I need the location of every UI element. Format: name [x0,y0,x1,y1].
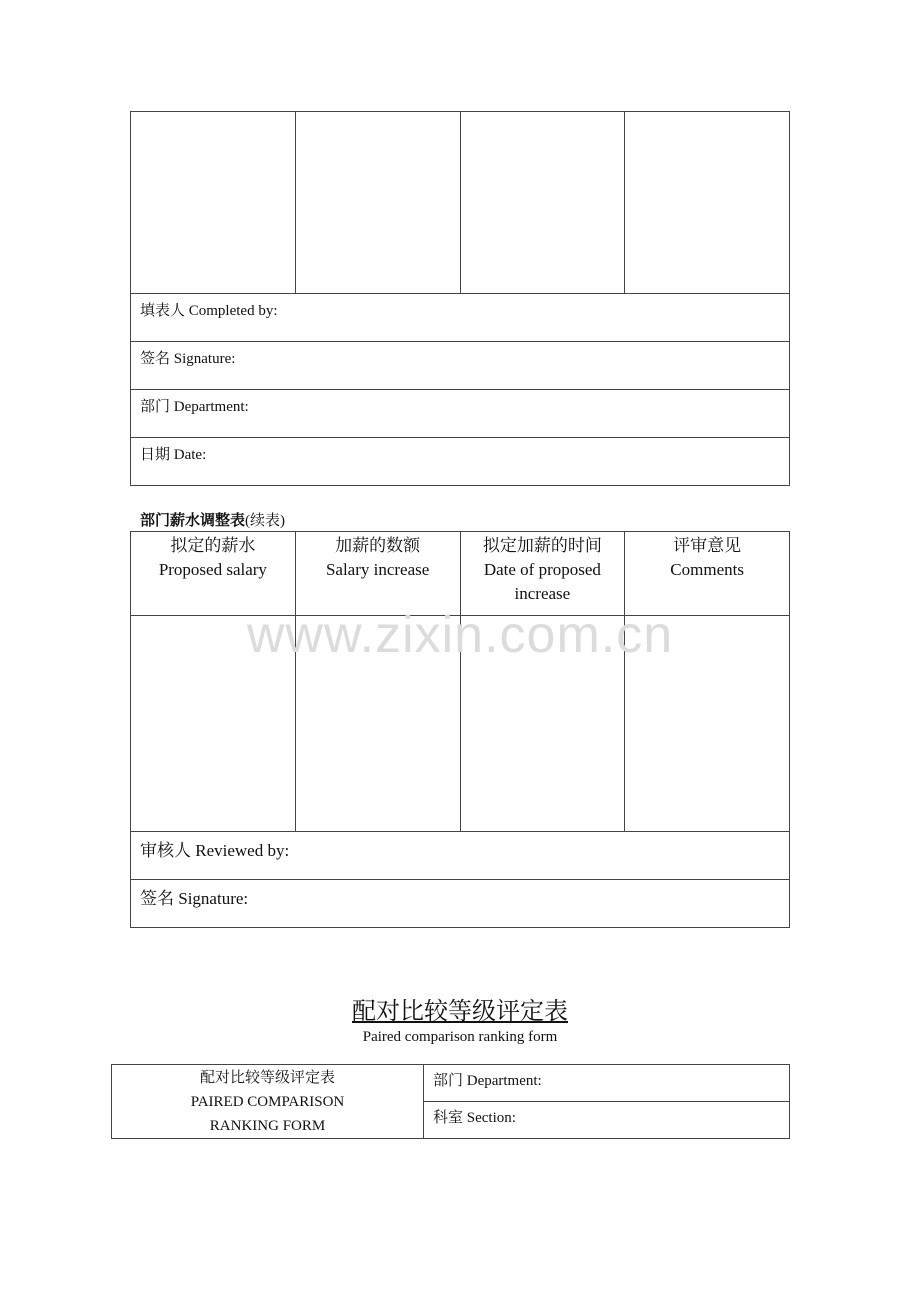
header-en: Comments [670,560,744,579]
ranking-form-title: 配对比较等级评定表 [352,997,568,1025]
form-name-en-line1: PAIRED COMPARISON [190,1094,345,1110]
header-en: Date of proposed increase [483,560,601,603]
completed-by-field: 填表人 Completed by: [131,294,790,342]
ranking-form-header-table [111,1064,790,1139]
department-field: 部门 Department: [131,390,790,438]
date-field: 日期 Date: [131,438,790,486]
reviewed-by-field: 审核人 Reviewed by: [131,832,790,880]
continuation-title-paren: (续表) [245,513,286,529]
form-name-cn: 配对比较等级评定表 [199,1070,335,1086]
watermark: www.zixin.com.cn [246,606,674,664]
section-field: 科室 Section: [424,1102,790,1139]
signature-field: 签名 Signature: [131,342,790,390]
previous-form-table [130,111,790,486]
salary-adjustment-table [130,531,790,928]
blank-cell [295,112,460,294]
ranking-form-subtitle: Paired comparison ranking form [362,1029,558,1045]
reviewer-signature-field: 签名 Signature: [131,880,790,928]
form-name-en-line2: RANKING FORM [209,1118,326,1134]
header-en: Salary increase [325,560,430,579]
header-cn: 拟定的薪水 [170,536,256,555]
header-cn: 拟定加薪的时间 [482,536,602,555]
blank-cell [625,112,790,294]
header-cn: 加薪的数额 [335,536,421,555]
continuation-title-cn: 部门薪水调整表 [140,511,246,529]
department-field: 部门 Department: [424,1065,790,1102]
blank-cell [131,112,296,294]
continuation-title [140,510,285,531]
header-en: Proposed salary [158,560,267,579]
blank-cell [460,112,625,294]
header-cn: 评审意见 [673,536,742,555]
form-name-cell [112,1065,424,1139]
